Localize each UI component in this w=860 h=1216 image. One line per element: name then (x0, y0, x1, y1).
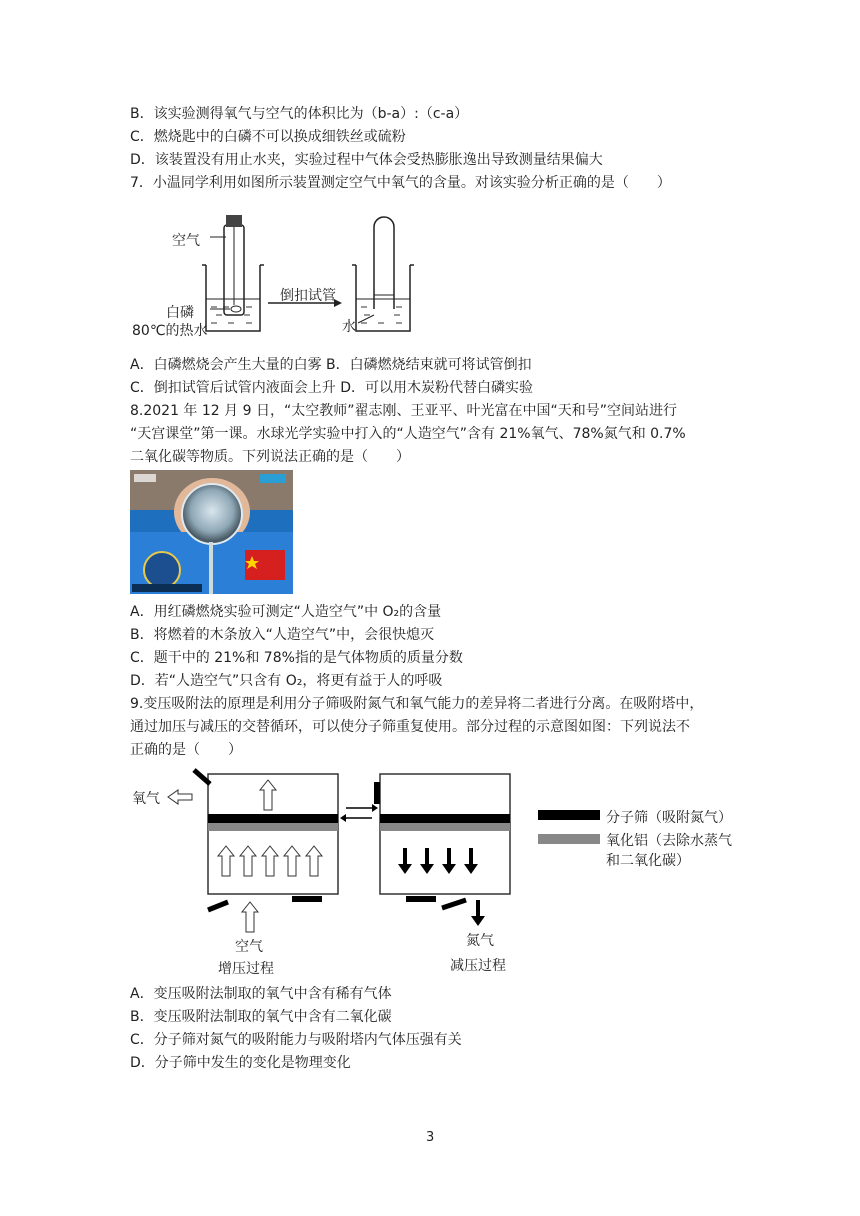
q7-options-ab: A．白磷燃烧会产生大量的白雾 B．白磷燃烧结束就可将试管倒扣 (130, 357, 532, 373)
q6-option-b: B．该实验测得氧气与空气的体积比为（b-a）:（c-a） (130, 106, 469, 122)
legend-alumina-line2: 和二氧化碳） (606, 853, 690, 869)
q8-option-a: A．用红磷燃烧实验可测定“人造空气”中 O₂的含量 (130, 604, 442, 620)
q7-stem: 7．小温同学利用如图所示装置测定空气中氧气的含量。对该实验分析正确的是（ ） (130, 175, 671, 191)
q8-option-b: B．将燃着的木条放入“人造空气”中，会很快熄灭 (130, 627, 435, 643)
q9-stem-line2: 通过加压与减压的交替循环，可以使分子筛重复使用。部分过程的示意图如图：下列说法不 (130, 719, 690, 735)
beaker-left (202, 215, 264, 331)
adsorption-tower-left (194, 770, 338, 932)
q9-stem-line1: 9.变压吸附法的原理是利用分子筛吸附氮气和氧气能力的差异将二者进行分离。在吸附塔中， (130, 696, 704, 712)
q9-pressure-swing-diagram (120, 762, 760, 982)
legend-molecular-sieve: 分子筛（吸附氮气） (606, 810, 732, 826)
q7-options-cd: C．倒扣试管后试管内液面会上升 D．可以用木炭粉代替白磷实验 (130, 380, 534, 396)
q8-stem-line1: 8.2021 年 12 月 9 日，“太空教师”翟志刚、王亚平、叶光富在中国“天和号”空间站进行 (130, 403, 677, 419)
space-station-photo (130, 470, 293, 594)
q9-option-b: B．变压吸附法制取的氧气中含有二氧化碳 (130, 1009, 392, 1025)
beaker-right (352, 217, 414, 331)
q6-option-c: C．燃烧匙中的白磷不可以换成细铁丝或硫粉 (130, 129, 406, 145)
q8-stem-line3: 二氧化碳等物质。下列说法正确的是（ ） (130, 449, 410, 465)
q8-stem-line2: “天宫课堂”第一课。水球光学实验中打入的“人造空气”含有 21%氧气、78%氮气和 0.7% (130, 426, 686, 442)
diagram-legend (538, 810, 600, 844)
label-white-phosphorus: 白磷 (166, 305, 194, 321)
label-invert-tube: 倒扣试管 (280, 288, 336, 304)
q9-option-a: A．变压吸附法制取的氧气中含有稀有气体 (130, 986, 392, 1002)
page-number: 3 (426, 1130, 435, 1145)
q8-option-c: C．题干中的 21%和 78%指的是气体物质的质量分数 (130, 650, 463, 666)
label-oxygen: 氧气 (132, 791, 160, 807)
label-depressurize: 减压过程 (450, 958, 506, 974)
label-air-inlet: 空气 (235, 939, 263, 955)
label-hot-water: 80℃的热水 (132, 323, 208, 339)
adsorption-tower-right (374, 774, 510, 926)
label-nitrogen: 氮气 (466, 933, 494, 949)
q8-option-d: D．若“人造空气”只含有 O₂，将更有益于人的呼吸 (130, 673, 443, 689)
q9-stem-line3: 正确的是（ ） (130, 742, 242, 758)
q9-option-c: C．分子筛对氮气的吸附能力与吸附塔内气体压强有关 (130, 1032, 462, 1048)
label-air: 空气 (172, 233, 200, 249)
label-pressurize: 增压过程 (218, 961, 274, 977)
legend-alumina-line1: 氧化铝（去除水蒸气 (606, 833, 732, 849)
q6-option-d: D．该装置没有用止水夹，实验过程中气体会受热膨胀逸出导致测量结果偏大 (130, 152, 603, 168)
label-water: 水 (342, 319, 356, 335)
q9-option-d: D．分子筛中发生的变化是物理变化 (130, 1055, 351, 1071)
